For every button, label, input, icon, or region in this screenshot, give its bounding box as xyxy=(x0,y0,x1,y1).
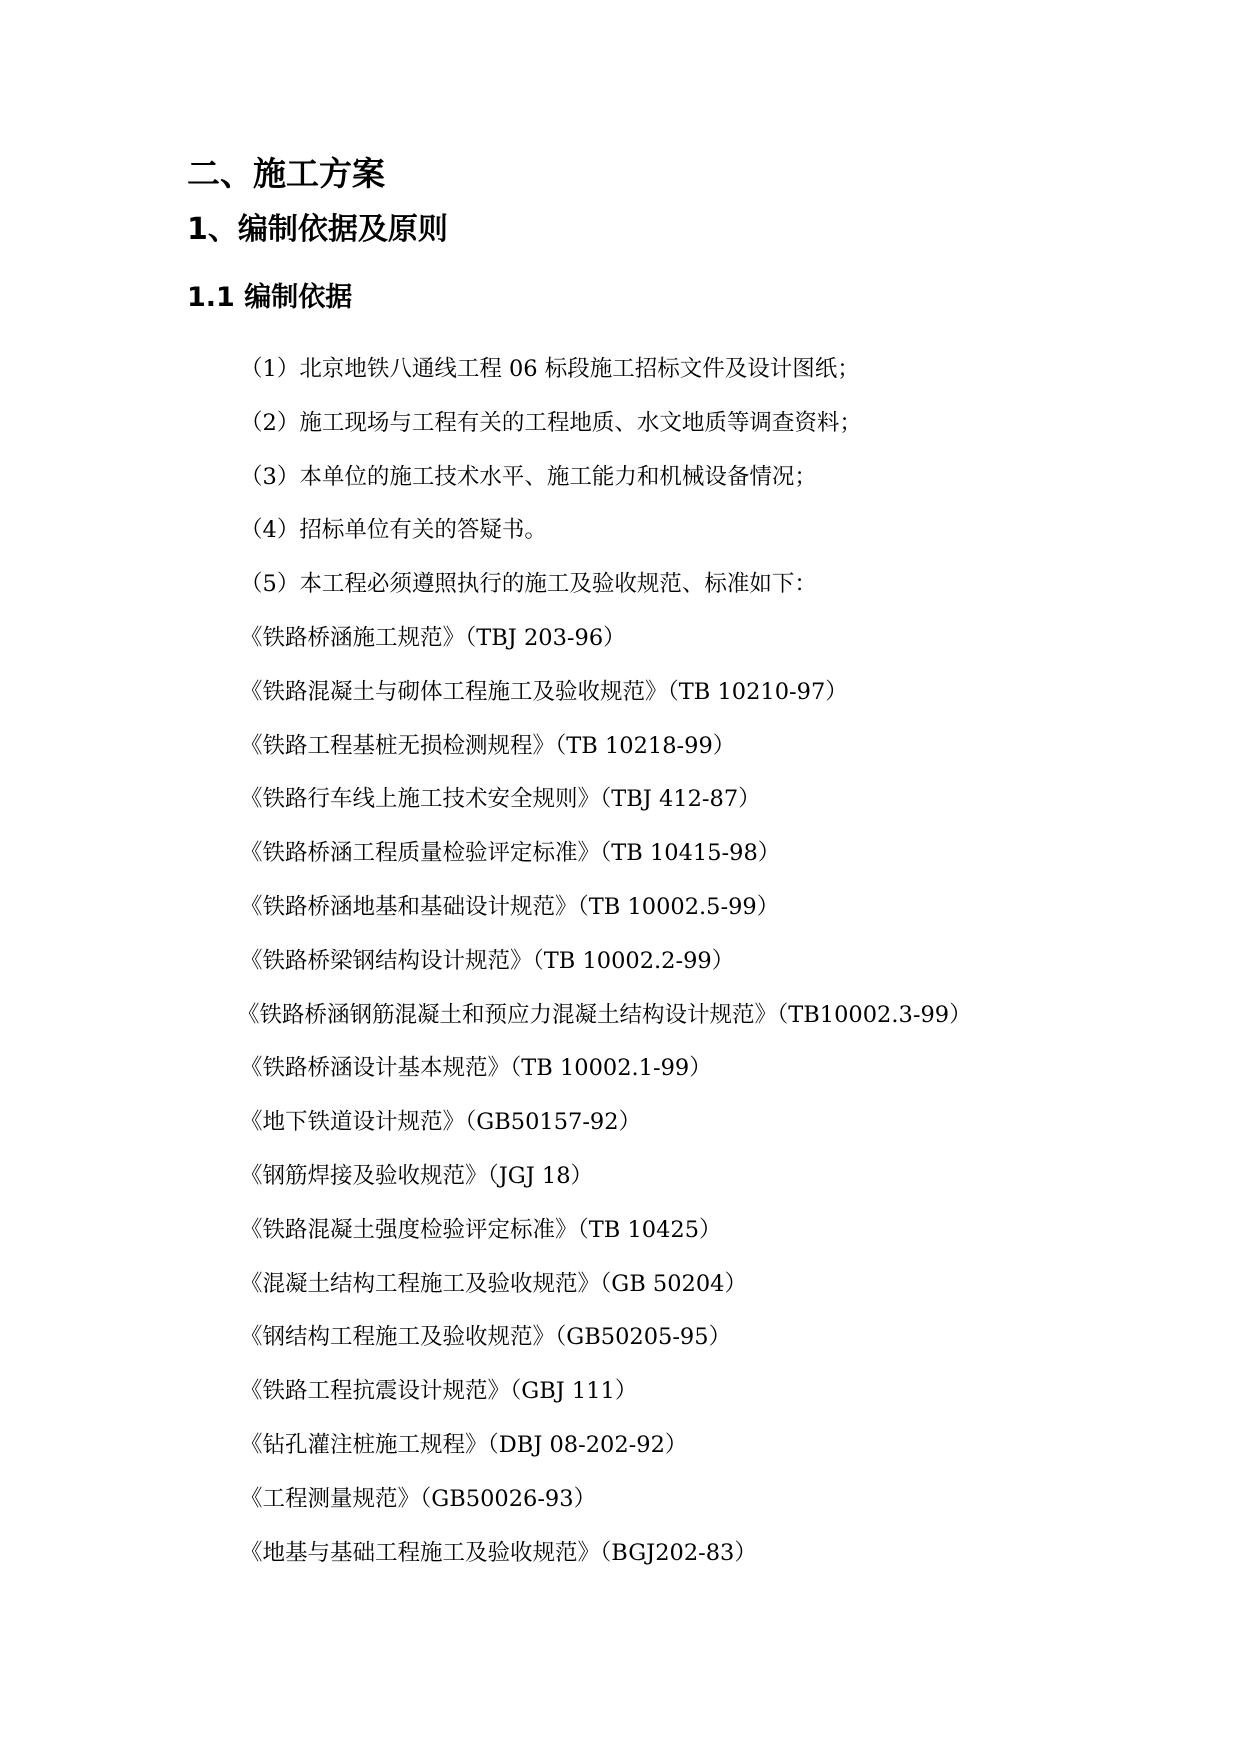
standard-item: 《铁路工程基桩无损检测规程》（TB 10218-99） xyxy=(240,732,736,759)
subsection-heading: 1、编制依据及原则 xyxy=(187,212,448,247)
standard-item: 《铁路工程抗震设计规范》（GBJ 111） xyxy=(240,1378,638,1405)
standard-item: 《地下铁道设计规范》（GB50157-92） xyxy=(240,1109,642,1136)
standard-item: 《铁路混凝土强度检验评定标准》（TB 10425） xyxy=(240,1216,722,1243)
standard-item: 《钢结构工程施工及验收规范》（GB50205-95） xyxy=(240,1324,732,1351)
standard-item: 《铁路桥涵设计基本规范》（TB 10002.1-99） xyxy=(240,1055,712,1082)
standard-item: 《铁路桥涵施工规范》（TBJ 203-96） xyxy=(240,624,626,651)
basis-item: （2）施工现场与工程有关的工程地质、水文地质等调查资料； xyxy=(240,409,862,436)
basis-item: （3）本单位的施工技术水平、施工能力和机械设备情况； xyxy=(240,463,817,490)
standard-item: 《钻孔灌注桩施工规程》（DBJ 08-202-92） xyxy=(240,1431,688,1458)
standard-item: 《铁路桥涵工程质量检验评定标准》（TB 10415-98） xyxy=(240,840,781,867)
basis-list xyxy=(237,354,972,1591)
subsubsection-heading: 1.1 编制依据 xyxy=(187,282,353,313)
basis-item: （4）招标单位有关的答疑书。 xyxy=(240,517,547,544)
standard-item: 《钢筋焊接及验收规范》（JGJ 18） xyxy=(240,1162,594,1189)
standard-item: 《铁路桥涵钢筋混凝土和预应力混凝土结构设计规范》（TB10002.3-99） xyxy=(237,1001,972,1028)
standard-item: 《铁路桥涵地基和基础设计规范》（TB 10002.5-99） xyxy=(240,893,780,920)
standard-item: 《地基与基础工程施工及验收规范》（BGJ202-83） xyxy=(240,1539,757,1566)
standard-item: 《铁路行车线上施工技术安全规则》（TBJ 412-87） xyxy=(240,786,761,813)
basis-item: （1）北京地铁八通线工程 06 标段施工招标文件及设计图纸； xyxy=(240,356,860,382)
standard-item: 《混凝土结构工程施工及验收规范》（GB 50204） xyxy=(240,1270,747,1297)
standard-item: 《铁路桥梁钢结构设计规范》（TB 10002.2-99） xyxy=(240,947,735,974)
standard-item: 《工程测量规范》（GB50026-93） xyxy=(240,1485,597,1512)
standard-item: 《铁路混凝土与砌体工程施工及验收规范》（TB 10210-97） xyxy=(240,678,848,705)
basis-item: （5）本工程必须遵照执行的施工及验收规范、标准如下： xyxy=(240,571,817,598)
section-heading: 二、施工方案 xyxy=(187,154,385,193)
